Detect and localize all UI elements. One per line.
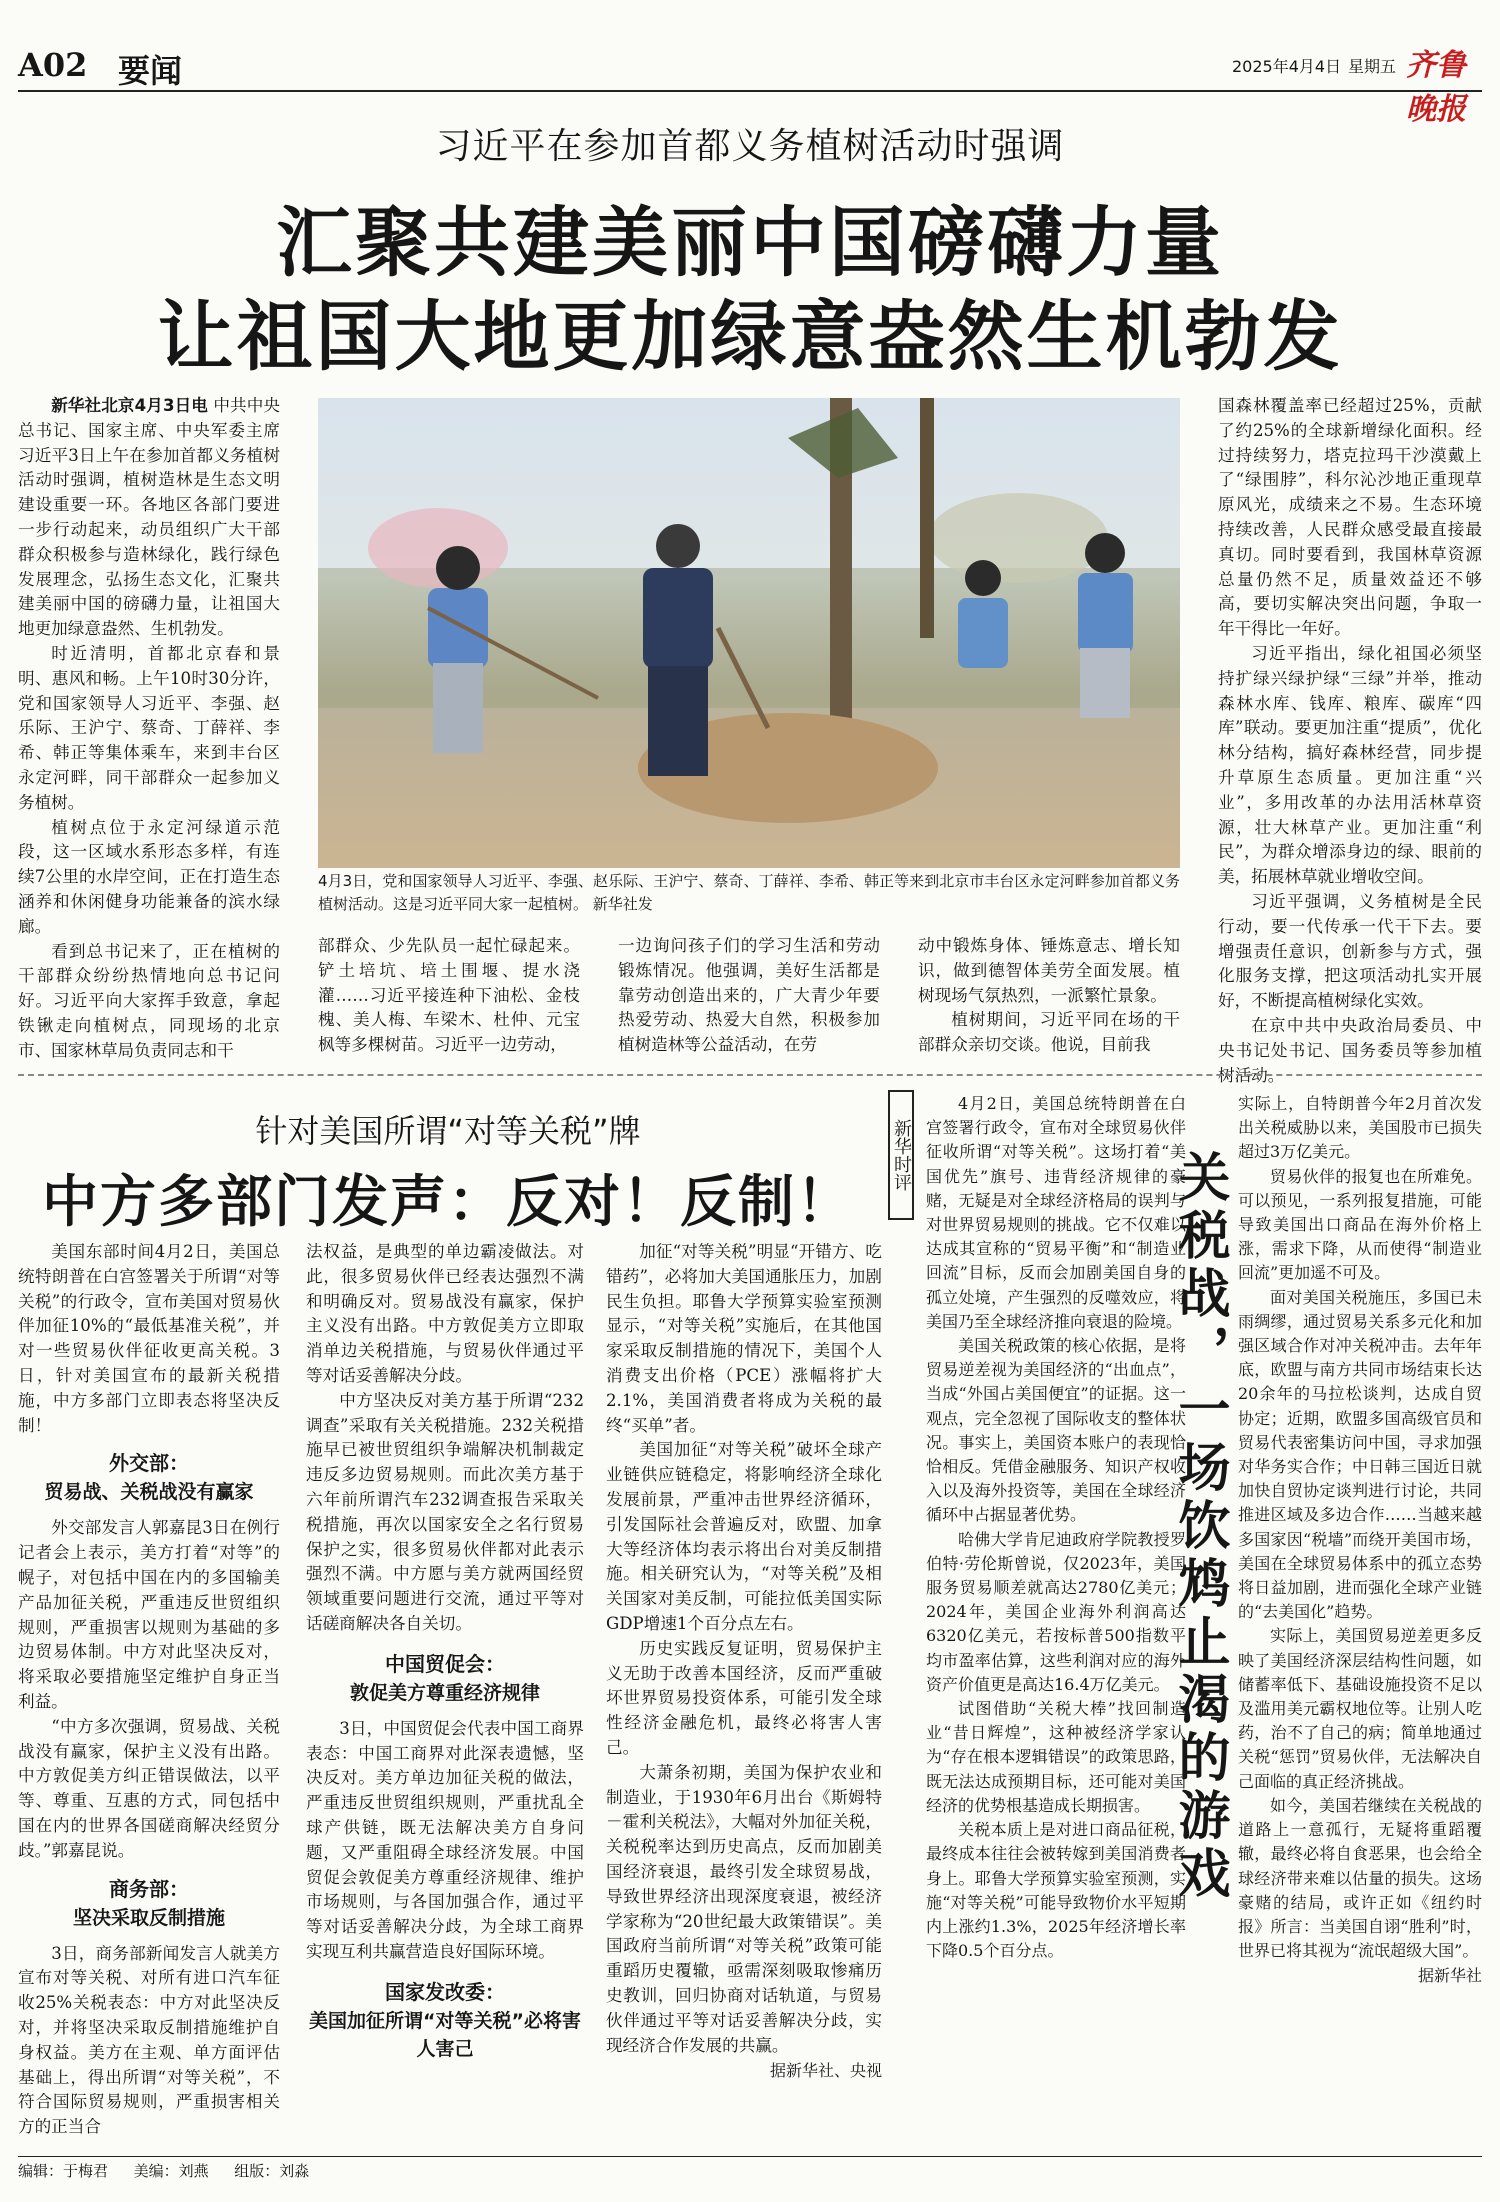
section-divider — [18, 1074, 1482, 1076]
lead-title-line2: 让祖国大地更加绿意盎然生机勃发 — [157, 292, 1343, 381]
commentary-credit: 据新华社 — [1417, 1966, 1482, 1986]
photo-caption: 4月3日，党和国家领导人习近平、李强、赵乐际、王沪宁、蔡奇、丁薛祥、李希、韩正等来到北京市丰台区永定河畔参加首都义务植树活动。这是习近平同大家一起植树。 新华社发 — [318, 872, 1180, 913]
lead-photo — [318, 398, 1180, 868]
issue-date: 2025年4月4日 — [1232, 57, 1342, 76]
tariff-column-3: 加征“对等关税”明显“开错方、吃错药”，必将加大美国通胀压力，加剧民生负担。耶鲁大学预算实验室预测显示，“对等关税”实施后，在其他国家采取反制措施的情况下，美国个人消费支出价格（PCE）涨幅将扩大2.1%，美国消费者将成为关税的最终“买单”者。 美国加征“对等关税”破坏全球产业链供应链稳定，将影响经济全球化发展前景，严重冲击世界经济循环，引发国际社会普遍反对，欧盟、加拿大等经济体均表示将出台对美反制措施。相关研究认为，“对等关税”及相关国家对美反制，可能拉低美国实际GDP增速1个百分点左右。 历史实践反复证明，贸易保护主义无助于改善本国经济，反而严重破坏世界贸易投资体系，可能引发全球性经济金融危机，最终必将害人害己。 大萧条初期，美国为保护农业和制造业，于1930年6月出台《斯姆特－霍利关税法》，大幅对外加征关税，关税税率达到历史高点，反而加剧美国经济衰退，最终引发全球贸易战，导致世界经济出现深度衰退，被经济学家称为“20世纪最大政策错误”。美国政府当前所谓“对等关税”政策可能重蹈历史覆辙，亟需深刻吸取惨痛历史教训，回归协商对话轨道，与贸易伙伴通过平等对话妥善解决分歧，实现经济合作发展的共赢。 据新华社、央视 — [606, 1240, 882, 2084]
lead-column-right: 国森林覆盖率已经超过25%，贡献了约25%的全球新增绿化面积。经过持续努力，塔克拉玛干沙漠戴上了“绿围脖”，科尔沁沙地正重现草原风光，成绩来之不易。生态环境持续改善，人民群众感受最直接最真切。同时要看到，我国林草资源总量仍然不足，质量效益还不够高，要切实解决突出问题，争取一年干得比一年好。 习近平指出，绿化祖国必须坚持扩绿兴绿护绿“三绿”并举，推动森林水库、钱库、粮库、碳库“四库”联动。要更加注重“提质”，优化林分结构，搞好森林经营，同步提升草原生态质量。更加注重“兴业”，多用改革的办法用活林草资源，壮大林草产业。更加注重“利民”，为群众增添身边的绿、眼前的美，拓展林草就业增收空间。 习近平强调，义务植树是全民行动，要一代传承一代干下去。要增强责任意识，创新参与方式，强化服务支撑，把这项活动扎实开展好，不断提高植树绿化实效。 在京中共中央政治局委员、中央书记处书记、国务委员等参加植树活动。 — [1218, 396, 1482, 1085]
section-name: 要闻 — [118, 52, 183, 90]
mofcom-subheading: 坚决采取反制措施 — [72, 1906, 225, 1929]
lead-kicker: 习近平在参加首都义务植树活动时强调 — [435, 126, 1065, 167]
tariff-kicker: 针对美国所谓“对等关税”牌 — [255, 1112, 641, 1150]
commentary-label: 新华时评 — [888, 1090, 914, 1220]
lead-column-1: 新华社北京4月3日电 中共中央总书记、国家主席、中央军委主席习近平3日上午在参加首都义务植树活动时强调，植树造林是生态文明建设重要一环。各地区各部门要进一步行动起来，动员组织广大干部群众积极参与造林绿化，践行绿色发展理念，弘扬生态文化，汇聚共建美丽中国的磅礴力量，让祖国大地更加绿意盎然、生机勃发。 时近清明，首都北京春和景明、惠风和畅。上午10时30分许，党和国家领导人习近平、李强、赵乐际、王沪宁、蔡奇、丁薛祥、李希、韩正等集体乘车，来到丰台区永定河畔，同干部群众一起参加义务植树。 植树点位于永定河绿道示范段，这一区域水系形态多样，有连续7公里的水岸空间，正在打造生态涵养和休闲健身功能兼备的滨水绿廊。 看到总书记来了，正在植树的干部群众纷纷热情地向总书记问好。习近平向大家挥手致意，拿起铁锹走向植树点，同现场的北京市、国家林草局负责同志和干 — [18, 396, 280, 1060]
editor-label: 编辑 — [18, 2162, 49, 2180]
commentary-column-1: 4月2日，美国总统特朗普在白宫签署行政令，宣布对全球贸易伙伴征收所谓“对等关税”。这场打着“美国优先”旗号、违背经济规律的豪赌，无疑是对全球经济格局的误判与对世界贸易规则的挑战。它不仅难以达成其宣称的“贸易平衡”和“制造业回流”目标，反而会加剧美国自身的孤立处境，产生强烈的反噬效应，将美国乃至全球经济推向衰退的险境。 美国关税政策的核心依据，是将贸易逆差视为美国经济的“出血点”，当成“外国占美国便宜”的证据。这一观点，完全忽视了国际收支的整体状况。事实上，美国资本账户的表现恰恰相反。凭借金融服务、知识产权收入以及海外投资等，美国在全球经济循环中占据显著优势。 哈佛大学肯尼迪政府学院教授罗伯特·劳伦斯曾说，仅2023年，美国服务贸易顺差就高达2780亿美元；2024年，美国企业海外利润高达6320亿美元，若按标普500指数平均市盈率估算，这些利润对应的海外资产价值更是高达16.4万亿美元。 试图借助“关税大棒”找回制造业“昔日辉煌”，这种被经济学家认为“存在根本逻辑错误”的政策思路，既无法达成预期目标，还可能对美国经济的优势根基造成长期损害。 关税本质上是对进口商品征税，最终成本往往会被转嫁到美国消费者身上。耶鲁大学预算实验室预测，实施“对等关税”可能导致物价水平短期内上涨约1.3%，2025年经济增长率下降0.5个百分点。 — [926, 1094, 1186, 1961]
page-footer: 编辑：于梅君 美编：刘燕 组版：刘淼 — [18, 2156, 1482, 2186]
commentary-title: 关税战，一场饮鸩止渴的游戏 — [1169, 1150, 1230, 1904]
mofa-heading: 外交部： — [109, 1451, 189, 1476]
page-code: A02 — [18, 46, 88, 84]
dateline: 新华社北京4月3日电 — [51, 396, 208, 415]
editor-name: 于梅君 — [63, 2162, 109, 2180]
mofcom-heading: 商务部： — [109, 1876, 189, 1901]
design-name: 刘燕 — [178, 2162, 209, 2180]
ndrc-subheading: 美国加征所谓“对等关税”必将害人害己 — [309, 2009, 581, 2060]
proof-label: 组版 — [234, 2162, 265, 2180]
caption-credit: 新华社发 — [592, 895, 653, 913]
lead-title-line1: 汇聚共建美丽中国磅礴力量 — [276, 198, 1224, 287]
ndrc-heading: 国家发改委： — [385, 1979, 505, 2004]
proof-name: 刘淼 — [279, 2162, 310, 2180]
masthead-logo: 齐鲁晚报 — [1406, 48, 1466, 127]
tree-planting-scene — [318, 398, 1180, 868]
design-label: 美编 — [133, 2162, 164, 2180]
tariff-title: 中方多部门发声：反对！反制！ — [42, 1169, 854, 1235]
mofa-subheading: 贸易战、关税战没有赢家 — [44, 1481, 254, 1504]
commentary-column-2: 实际上，自特朗普今年2月首次发出关税威胁以来，美国股市已损失超过3万亿美元。 贸易伙伴的报复也在所难免。可以预见，一系列报复措施，可能导致美国出口商品在海外价格上涨，需求下降，从而使得“制造业回流”更加遥不可及。 面对美国关税施压，多国已未雨绸缪，通过贸易关系多元化和加强区域合作对冲关税冲击。去年年底，欧盟与南方共同市场结束长达20余年的马拉松谈判，达成自贸协定；近期，欧盟多国高级官员和贸易代表密集访问中国，寻求加强对华务实合作；中日韩三国近日就加快自贸协定谈判进行讨论，共同推进区域及多边合作……当越来越多国家因“税墙”而绕开美国市场，美国在全球贸易体系中的孤立态势将日益加剧，进而强化全球产业链的“去美国化”趋势。 实际上，美国贸易逆差更多反映了美国经济深层结构性问题，如储蓄率低下、基础设施投资不足以及滥用美元霸权地位等。让别人吃药，治不了自己的病；简单地通过关税“惩罚”贸易伙伴，无法解决自己面临的真正经济挑战。 如今，美国若继续在关税战的道路上一意孤行，无疑将重蹈覆辙，最终必将自食恶果，也会给全球经济带来难以估量的损失。这场豪赌的结局，或许正如《纽约时报》所言：当美国自诩“胜利”时，世界已将其视为“流氓超级大国”。 据新华社 — [1238, 1092, 1482, 1989]
tariff-column-2: 法权益，是典型的单边霸凌做法。对此，很多贸易伙伴已经表达强烈不满和明确反对。贸易战没有赢家，保护主义没有出路。中方敦促美方立即取消单边关税措施，与贸易伙伴通过平等对话妥善解决分歧。 中方坚决反对美方基于所谓“232调查”采取有关关税措施。232关税措施早已被世贸组织争端解决机制裁定违反多边贸易规则。而此次美方基于六年前所谓汽车232调查报告采取关税措施，再次以国家安全之名行贸易保护之实，很多贸易伙伴都对此表示强烈不满。中方愿与美方就两国经贸领域重要问题进行交流，通过平等对话磋商解决各自关切。 中国贸促会： 敦促美方尊重经济规律 3日，中国贸促会代表中国工商界表态：中国工商界对此深表遗憾，坚决反对。美方单边加征关税的做法，严重违反世贸组织规则，严重扰乱全球产供链，既无法解决美方自身问题，又严重阻碍全球经济发展。中国贸促会敦促美方尊重经济规律、维护市场规则，与各国加强合作，通过平等对话妥善解决分歧，为全球工商界实现互利共赢营造良好国际环境。 国家发改委： 美国加征所谓“对等关税”必将害人害己 — [306, 1240, 584, 2063]
page-header — [18, 40, 1482, 127]
issue-weekday: 星期五 — [1348, 57, 1397, 76]
lead-column-b: 一边询问孩子们的学习生活和劳动锻炼情况。他强调，美好生活都是靠劳动创造出来的，广大青少年要热爱劳动、热爱大自然，积极参加植树造林等公益活动，在劳 — [618, 936, 880, 1055]
ccpit-heading: 中国贸促会： — [385, 1651, 505, 1676]
tariff-column-1: 美国东部时间4月2日，美国总统特朗普在白宫签署关于所谓“对等关税”的行政令，宣布美国对贸易伙伴加征10%的“最低基准关税”，并对一些贸易伙伴征收更高关税。3日，针对美国宣布的最新关税措施，中方多部门立即表态将坚决反制！ 外交部： 贸易战、关税战没有赢家 外交部发言人郭嘉昆3日在例行记者会上表示，美方打着“对等”的幌子，对包括中国在内的多国输美产品加征关税，严重违反世贸组织规则，严重损害以规则为基础的多边贸易体制。中方对此坚决反对，将采取必要措施坚定维护自身正当利益。 “中方多次强调，贸易战、关税战没有赢家，保护主义没有出路。中方敦促美方纠正错误做法，以平等、尊重、互惠的方式，同包括中国在内的世界各国磋商解决经贸分歧。”郭嘉昆说。 商务部： 坚决采取反制措施 3日，商务部新闻发言人就美方宣布对等关税、对所有进口汽车征收25%关税表态：中方对此坚决反对，并将坚决采取反制措施维护自身权益。美方在主观、单方面评估基础上，得出所谓“对等关税”，不符合国际贸易规则，严重损害相关方的正当合 — [18, 1242, 280, 2137]
lead-column-a: 部群众、少先队员一起忙碌起来。铲土培坑、培土围堰、提水浇灌……习近平接连种下油松、金枝槐、美人梅、车梁木、杜仲、元宝枫等多棵树苗。习近平一边劳动， — [318, 936, 580, 1055]
lead-column-c: 动中锻炼身体、锤炼意志、增长知识，做到德智体美劳全面发展。植树现场气氛热烈，一派繁忙景象。 植树期间，习近平同在场的干部群众亲切交谈。他说，目前我 — [918, 936, 1180, 1055]
tariff-credit: 据新华社、央视 — [769, 2061, 882, 2081]
ccpit-subheading: 敦促美方尊重经济规律 — [349, 1681, 540, 1704]
